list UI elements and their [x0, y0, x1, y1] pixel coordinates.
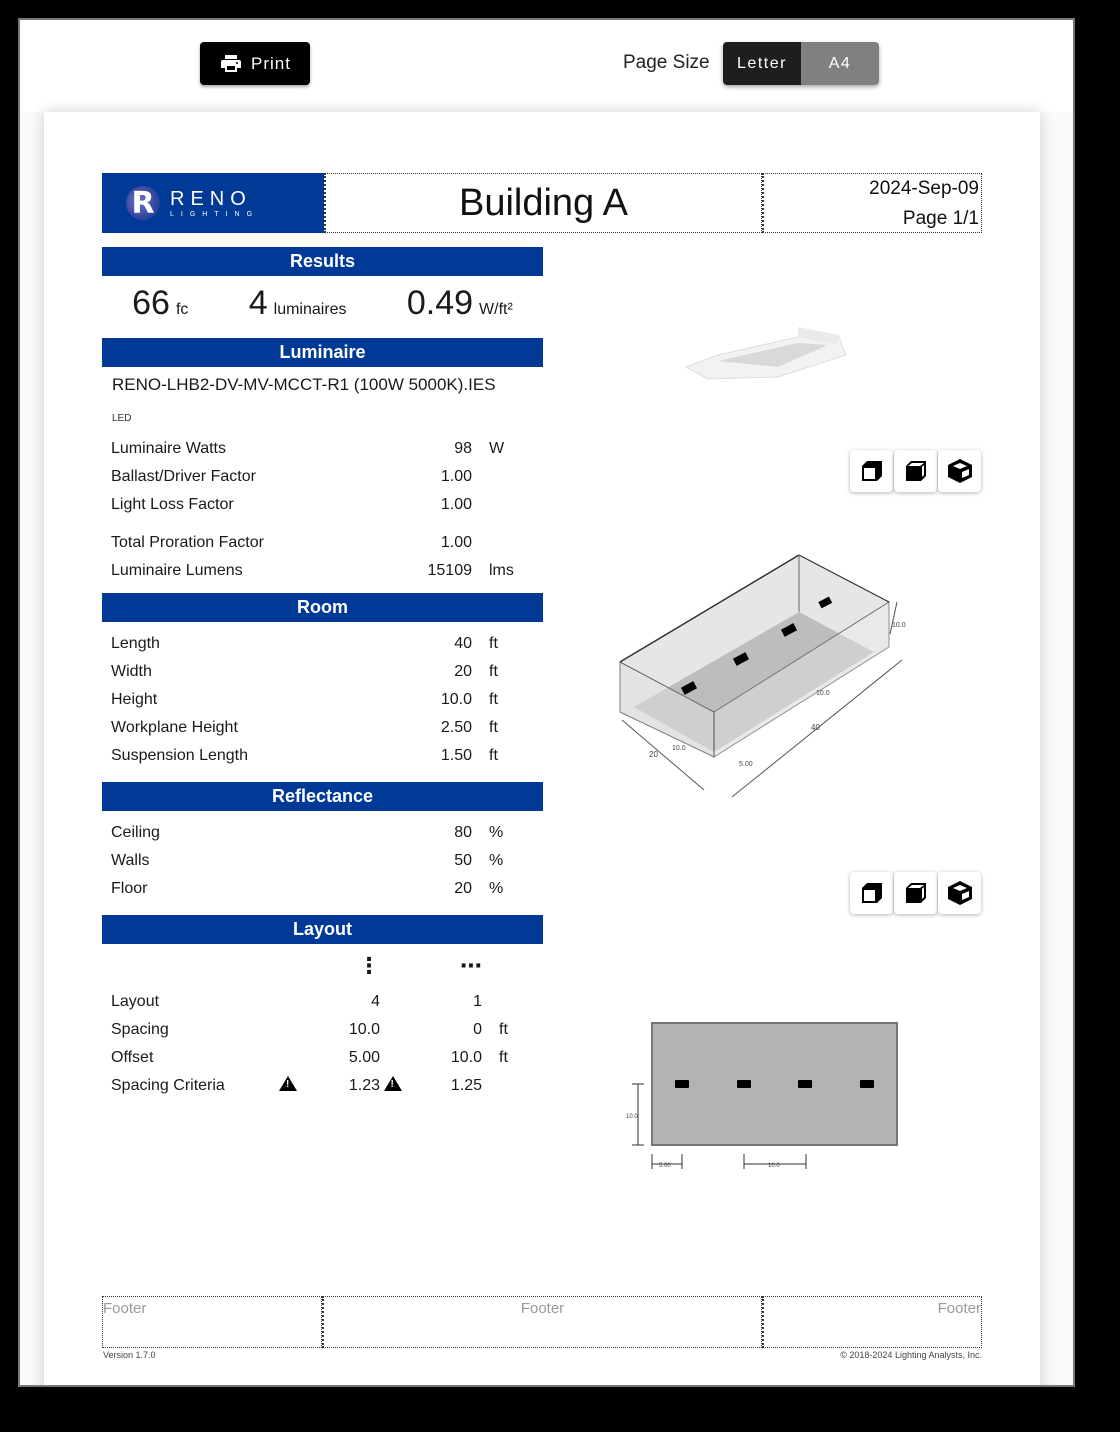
row-value-1: 1.23	[348, 1077, 380, 1094]
table-row	[102, 435, 543, 463]
row-label: Spacing	[111, 1021, 169, 1038]
row-value: 80	[454, 824, 472, 841]
row-value-2: 10.0	[450, 1049, 482, 1066]
table-row	[102, 1044, 543, 1072]
row-label: Length	[111, 635, 160, 652]
cube-outline-icon	[857, 456, 887, 486]
logo-main-text: RENO	[170, 187, 252, 210]
row-unit: %	[489, 880, 504, 897]
table-row	[102, 630, 543, 658]
row-value: 10.0	[440, 691, 472, 708]
table-row	[102, 557, 543, 585]
luminaire-count-unit: luminaires	[273, 301, 347, 318]
row-label: Workplane Height	[111, 719, 238, 736]
row-value: 15109	[427, 562, 472, 579]
row-label: Light Loss Factor	[111, 496, 234, 513]
row-unit: W	[489, 440, 505, 457]
row-unit: ft	[489, 747, 498, 764]
page-size-label: Page Size	[623, 52, 710, 73]
copyright-label: © 2018-2024 Lighting Analysts, Inc.	[840, 1350, 982, 1360]
dim-height: 10.0	[892, 622, 906, 629]
footer-right[interactable]: Footer	[762, 1296, 982, 1348]
table-row	[102, 463, 543, 491]
row-label: Spacing Criteria	[111, 1077, 225, 1094]
view-iso-button[interactable]	[938, 872, 981, 914]
view-iso-button[interactable]	[938, 450, 981, 492]
warning-icon	[279, 1076, 297, 1091]
report-date: 2024-Sep-09	[869, 178, 979, 199]
table-row	[102, 819, 543, 847]
plan-dim-offset: 5.00	[659, 1163, 671, 1169]
row-label: Walls	[111, 852, 150, 869]
page-size-a4[interactable]: A4	[801, 42, 879, 85]
lamp-type: LED	[112, 413, 132, 424]
row-unit: ft	[489, 635, 498, 652]
row-unit: %	[489, 824, 504, 841]
results-summary	[102, 276, 543, 338]
dim-offset: 5.00	[739, 761, 753, 768]
row-value: 1.00	[440, 496, 472, 513]
printer-icon	[219, 52, 243, 76]
table-row	[102, 1016, 543, 1044]
cube-outline-icon	[857, 878, 887, 908]
row-value: 1.00	[440, 468, 472, 485]
power-density-unit: W/ft²	[479, 301, 513, 318]
power-density-value: 0.49	[406, 284, 474, 322]
page-title[interactable]: Building A	[324, 173, 762, 233]
view-outline-button[interactable]	[850, 450, 893, 492]
row-label: Ceiling	[111, 824, 160, 841]
row-value: 20	[454, 880, 472, 897]
row-value: 20	[454, 663, 472, 680]
table-row	[102, 714, 543, 742]
illuminance-unit: fc	[175, 301, 189, 318]
report-header	[102, 173, 982, 235]
row-value: 1.00	[440, 534, 472, 551]
row-value-2: 1.25	[450, 1077, 482, 1094]
luminaire-photo	[678, 317, 848, 387]
cube-solid-icon	[901, 878, 931, 908]
row-unit: ft	[489, 663, 498, 680]
table-row	[102, 491, 543, 519]
report-footer	[102, 1296, 982, 1348]
row-value-1: 4	[371, 993, 380, 1010]
row-unit: ft	[499, 1021, 508, 1038]
row-value-2: 1	[473, 993, 482, 1010]
brand-logo	[102, 173, 324, 233]
row-label: Suspension Length	[111, 747, 248, 764]
row-label: Floor	[111, 880, 148, 897]
results-heading: Results	[102, 247, 543, 276]
row-value: 98	[454, 440, 472, 457]
row-label: Luminaire Lumens	[111, 562, 243, 579]
row-unit: ft	[489, 691, 498, 708]
table-row	[102, 742, 543, 770]
row-unit: ft	[499, 1049, 508, 1066]
luminaire-count: 4	[248, 284, 268, 322]
dim-width: 20	[649, 750, 658, 759]
footer-center[interactable]: Footer	[322, 1296, 762, 1348]
reflectance-heading: Reflectance	[102, 782, 543, 811]
row-value-1: 5.00	[348, 1049, 380, 1066]
page-size-letter[interactable]: Letter	[723, 42, 801, 85]
logo-mark: R	[126, 186, 160, 220]
toolbar	[20, 20, 1073, 112]
report-page	[44, 112, 1040, 1387]
plan-dim-y: 10.0	[626, 1114, 638, 1120]
room-plan-view[interactable]	[614, 1007, 914, 1187]
table-row	[102, 658, 543, 686]
row-unit: %	[489, 852, 504, 869]
view-solid-button[interactable]	[894, 450, 937, 492]
row-value-2: 0	[473, 1021, 482, 1038]
dim-spacing: 10.0	[816, 690, 830, 697]
view-outline-button[interactable]	[850, 872, 893, 914]
page-size-toggle	[723, 42, 879, 85]
warning-icon	[384, 1076, 402, 1091]
view-buttons-plan	[850, 872, 981, 914]
room-3d-view[interactable]	[614, 552, 914, 812]
print-label: Print	[251, 53, 291, 73]
cube-iso-icon	[945, 878, 975, 908]
view-buttons-3d	[850, 450, 981, 492]
illuminance-value: 66	[132, 284, 170, 322]
horizontal-dots-icon: ⋯	[460, 953, 482, 978]
row-value: 50	[454, 852, 472, 869]
date-page-cell	[762, 173, 982, 233]
version-label: Version 1.7.0	[103, 1350, 156, 1360]
row-label: Total Proration Factor	[111, 534, 264, 551]
cube-iso-icon	[945, 456, 975, 486]
dim-length: 40	[811, 723, 820, 732]
row-label: Layout	[111, 993, 160, 1010]
row-value-1: 10.0	[348, 1021, 380, 1038]
row-label: Width	[111, 663, 152, 680]
table-row	[102, 847, 543, 875]
data-column	[102, 247, 543, 1100]
app-window	[18, 18, 1075, 1387]
layout-column-icons	[102, 944, 543, 988]
row-value: 40	[454, 635, 472, 652]
table-row	[102, 988, 543, 1016]
row-label: Offset	[111, 1049, 154, 1066]
row-label: Height	[111, 691, 158, 708]
row-value: 2.50	[440, 719, 472, 736]
room-heading: Room	[102, 593, 543, 622]
row-value: 1.50	[440, 747, 472, 764]
table-row	[102, 1072, 543, 1100]
print-button[interactable]	[200, 42, 310, 85]
row-label: Ballast/Driver Factor	[111, 468, 256, 485]
table-row	[102, 529, 543, 557]
luminaire-heading: Luminaire	[102, 338, 543, 367]
table-row	[102, 686, 543, 714]
row-label: Luminaire Watts	[111, 440, 226, 457]
table-row	[102, 875, 543, 903]
footer-left[interactable]: Footer	[102, 1296, 322, 1348]
cube-solid-icon	[901, 456, 931, 486]
layout-heading: Layout	[102, 915, 543, 944]
vertical-dots-icon: ⋮	[358, 953, 380, 978]
row-unit: ft	[489, 719, 498, 736]
logo-sub-text: LIGHTING	[170, 210, 260, 218]
plan-dim-spacing: 10.0	[768, 1163, 780, 1169]
view-solid-button[interactable]	[894, 872, 937, 914]
luminaire-file: RENO-LHB2-DV-MV-MCCT-R1 (100W 5000K).IES	[112, 375, 496, 394]
dim-offset2: 10.0	[672, 745, 686, 752]
page-number: Page 1/1	[902, 208, 979, 229]
row-unit: lms	[489, 562, 514, 579]
